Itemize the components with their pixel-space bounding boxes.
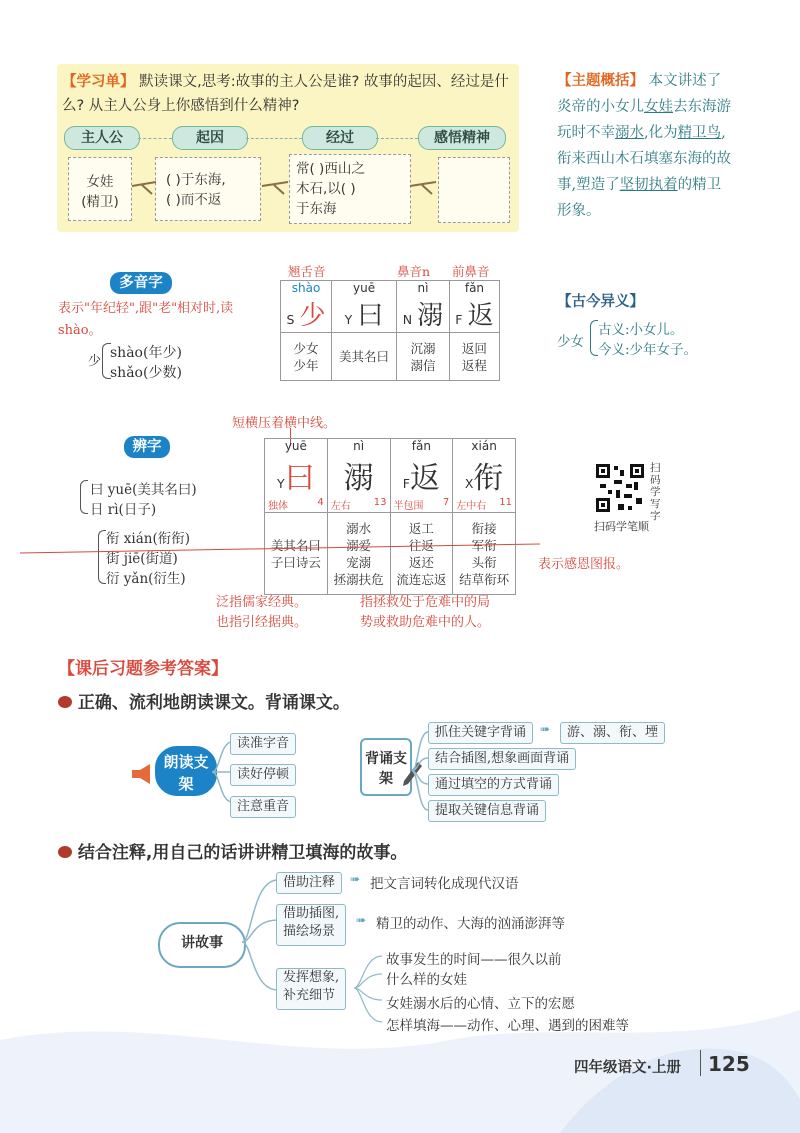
bullet-icon xyxy=(58,846,72,858)
recite-item-4: 提取关键信息背诵 xyxy=(428,800,546,822)
summary-underline: 坚韧执着 xyxy=(619,177,678,193)
t1-words: 美其名曰 xyxy=(332,333,397,381)
t2-cell: fǎn F返 半包围 7 xyxy=(390,439,453,513)
dist-note-left: 泛指儒家经典。 也指引经据典。 xyxy=(216,595,308,630)
column-protagonist: 主人公 xyxy=(64,126,140,150)
branch-icon xyxy=(260,172,292,202)
question-2 xyxy=(58,838,407,863)
t2-words: 返工 往返 返还 流连忘返 xyxy=(390,513,453,595)
dist-note-mid: 指拯救处于危难中的局 势或救助危难中的人。 xyxy=(360,595,491,630)
ancient-new: 今义:少年女子。 xyxy=(598,342,698,358)
theme-summary xyxy=(557,68,735,224)
dist-g2b: 街 jiē(街道) xyxy=(106,551,178,567)
phon-label-front-nasal: 前鼻音 xyxy=(452,264,490,279)
recite-frame: 背诵支架 xyxy=(360,738,412,796)
spirit-box xyxy=(438,157,510,223)
t1-cell: fǎn F 返 xyxy=(449,281,499,333)
footer-book: 四年级语文·上册 xyxy=(574,1060,682,1076)
summary-underline: 精卫鸟 xyxy=(677,125,722,141)
cause-line2: ( )而不返 xyxy=(166,192,222,208)
dist-g1b: 日 rì(日子) xyxy=(90,502,157,518)
phon-label-nasal: 鼻音n xyxy=(397,264,431,279)
dist-g1a: 曰 yuē(美其名曰) xyxy=(90,482,197,498)
story-b1: 借助注释 xyxy=(276,872,342,894)
read-item-2: 读好停顿 xyxy=(230,764,296,786)
protagonist-line2: (精卫) xyxy=(81,194,119,210)
cause-box xyxy=(155,157,261,221)
recite-branches xyxy=(410,726,430,816)
story-b3: 发挥想象, 补充细节 xyxy=(276,968,346,1010)
summary-text: 的精卫形象。 xyxy=(557,177,722,219)
polyphone-char: 少 xyxy=(88,354,102,369)
polyphone-reading2: shǎo(少数) xyxy=(110,365,182,381)
connector xyxy=(376,138,418,139)
read-item-1: 读准字音 xyxy=(230,733,296,755)
story-b3-item-1: 故事发生的时间——很久以前 xyxy=(386,952,562,968)
char-table-1 xyxy=(280,280,500,381)
dist-g2c: 衍 yǎn(衍生) xyxy=(106,571,186,587)
study-question-text: 默读课文,思考:故事的主人公是谁? 故事的起因、经过是什么? 从主人公身上你感悟到什么精神? xyxy=(62,74,509,114)
polyphone-badge: 多音字 xyxy=(110,272,172,294)
summary-text: ,化为 xyxy=(644,125,678,141)
summary-title: 【主题概括】 xyxy=(557,72,644,89)
qr-label-bottom: 扫码学笔顺 xyxy=(594,520,649,533)
summary-text: 本文讲述了炎帝的小女儿 xyxy=(557,73,722,115)
t1-cell: yuē Y 曰 xyxy=(332,281,397,333)
story-b3-item-4: 怎样填海——动作、心理、遇到的困难等 xyxy=(386,1018,629,1034)
t2-words: 衔接 军衔 头衔 结草衔环 xyxy=(453,513,516,595)
dist-note-right: 表示感恩图报。 xyxy=(538,557,630,572)
study-tag: 【学习单】 xyxy=(62,74,135,90)
cause-line1: ( )于东海, xyxy=(166,172,226,188)
process-line2: 木石,以( ) xyxy=(296,181,356,197)
read-frame: 朗读支架 xyxy=(155,746,217,796)
summary-underline: 溺水 xyxy=(615,125,644,141)
t1-words: 沉溺 溺信 xyxy=(397,333,450,381)
connector xyxy=(246,138,302,139)
brace xyxy=(98,530,106,584)
arrow-icon: ➠ xyxy=(350,872,361,886)
question-2-text: 结合注释,用自己的话讲讲精卫填海的故事。 xyxy=(77,843,408,863)
t2-cell: yuē Y曰 独体 4 xyxy=(265,439,328,513)
page-number: 125 xyxy=(708,1052,750,1076)
ancient-char: 少女 xyxy=(557,334,584,350)
brace xyxy=(80,480,88,514)
answers-title: 【课后习题参考答案】 xyxy=(58,659,228,679)
column-process: 经过 xyxy=(302,126,378,150)
column-cause: 起因 xyxy=(172,126,248,150)
recite-item-3: 通过填空的方式背诵 xyxy=(428,774,559,796)
process-line3: 于东海 xyxy=(296,201,337,217)
dist-g2a: 衔 xián(衔衔) xyxy=(106,531,190,547)
distinguish-top-note: 短横压着横中线。 xyxy=(232,416,337,431)
read-item-3: 注意重音 xyxy=(230,796,296,818)
footer-divider xyxy=(700,1050,701,1076)
summary-text: 去东海游玩时不幸 xyxy=(557,99,731,141)
megaphone-icon xyxy=(130,762,156,786)
ancient-old: 古义:小女儿。 xyxy=(598,322,684,338)
char-table-2 xyxy=(264,438,516,595)
polyphone-reading1: shào(年少) xyxy=(110,345,182,361)
protagonist-box xyxy=(68,157,132,221)
ancient-title: 【古今异义】 xyxy=(557,293,644,310)
qr-code-icon[interactable] xyxy=(594,462,646,514)
question-1 xyxy=(58,688,350,713)
protagonist-line1: 女娃 xyxy=(86,174,114,190)
process-box xyxy=(289,154,411,224)
t1-words: 少女 少年 xyxy=(281,333,332,381)
column-spirit: 感悟精神 xyxy=(418,126,506,150)
summary-text: ,衔来西山木石填塞东海的故事,塑造了 xyxy=(557,125,731,193)
story-b3-item-2: 什么样的女娃 xyxy=(386,972,467,988)
t2-words: 美其名曰 子曰诗云 xyxy=(265,513,328,595)
branch-icon xyxy=(130,172,160,202)
connector xyxy=(138,138,172,139)
recite-item-1: 抓住关键字背诵 xyxy=(428,722,533,744)
polyphone-note: 表示"年纪轻",跟"老"相对时,读shào。 xyxy=(58,301,234,338)
t1-cell: nì N 溺 xyxy=(397,281,450,333)
t2-cell: nì 溺 左右 13 xyxy=(327,439,390,513)
question-1-text: 正确、流利地朗读课文。背诵课文。 xyxy=(77,693,350,713)
qr-label-side: 扫码学写字 xyxy=(650,462,661,522)
brace xyxy=(590,320,598,356)
bullet-icon xyxy=(58,696,72,708)
summary-underline: 女娃 xyxy=(644,99,673,115)
phon-label-retroflex: 翘舌音 xyxy=(288,264,326,279)
t2-cell: xián X衔 左中右 11 xyxy=(453,439,516,513)
arrow-icon: ➠ xyxy=(540,722,551,736)
story-b2-text: 精卫的动作、大海的汹涌澎湃等 xyxy=(376,916,565,932)
story-node: 讲故事 xyxy=(158,922,246,968)
recite-keys: 游、溺、衔、堙 xyxy=(560,722,665,744)
t1-cell: shào S 少 xyxy=(281,281,332,333)
branch-icon xyxy=(408,172,440,202)
arrow-icon: ➠ xyxy=(356,913,367,927)
process-line1: 常( )西山之 xyxy=(296,161,365,177)
story-b3-item-3: 女娃溺水后的心情、立下的宏愿 xyxy=(386,996,575,1012)
story-b2: 借助插图, 描绘场景 xyxy=(276,904,346,946)
t1-words: 返回 返程 xyxy=(449,333,499,381)
story-b1-text: 把文言词转化成现代汉语 xyxy=(370,876,519,892)
study-question xyxy=(62,70,512,118)
recite-item-2: 结合插图,想象画面背诵 xyxy=(428,748,576,770)
t2-words: 溺水 溺爱 宠溺 拯溺扶危 xyxy=(327,513,390,595)
distinguish-badge: 辨字 xyxy=(124,436,170,458)
